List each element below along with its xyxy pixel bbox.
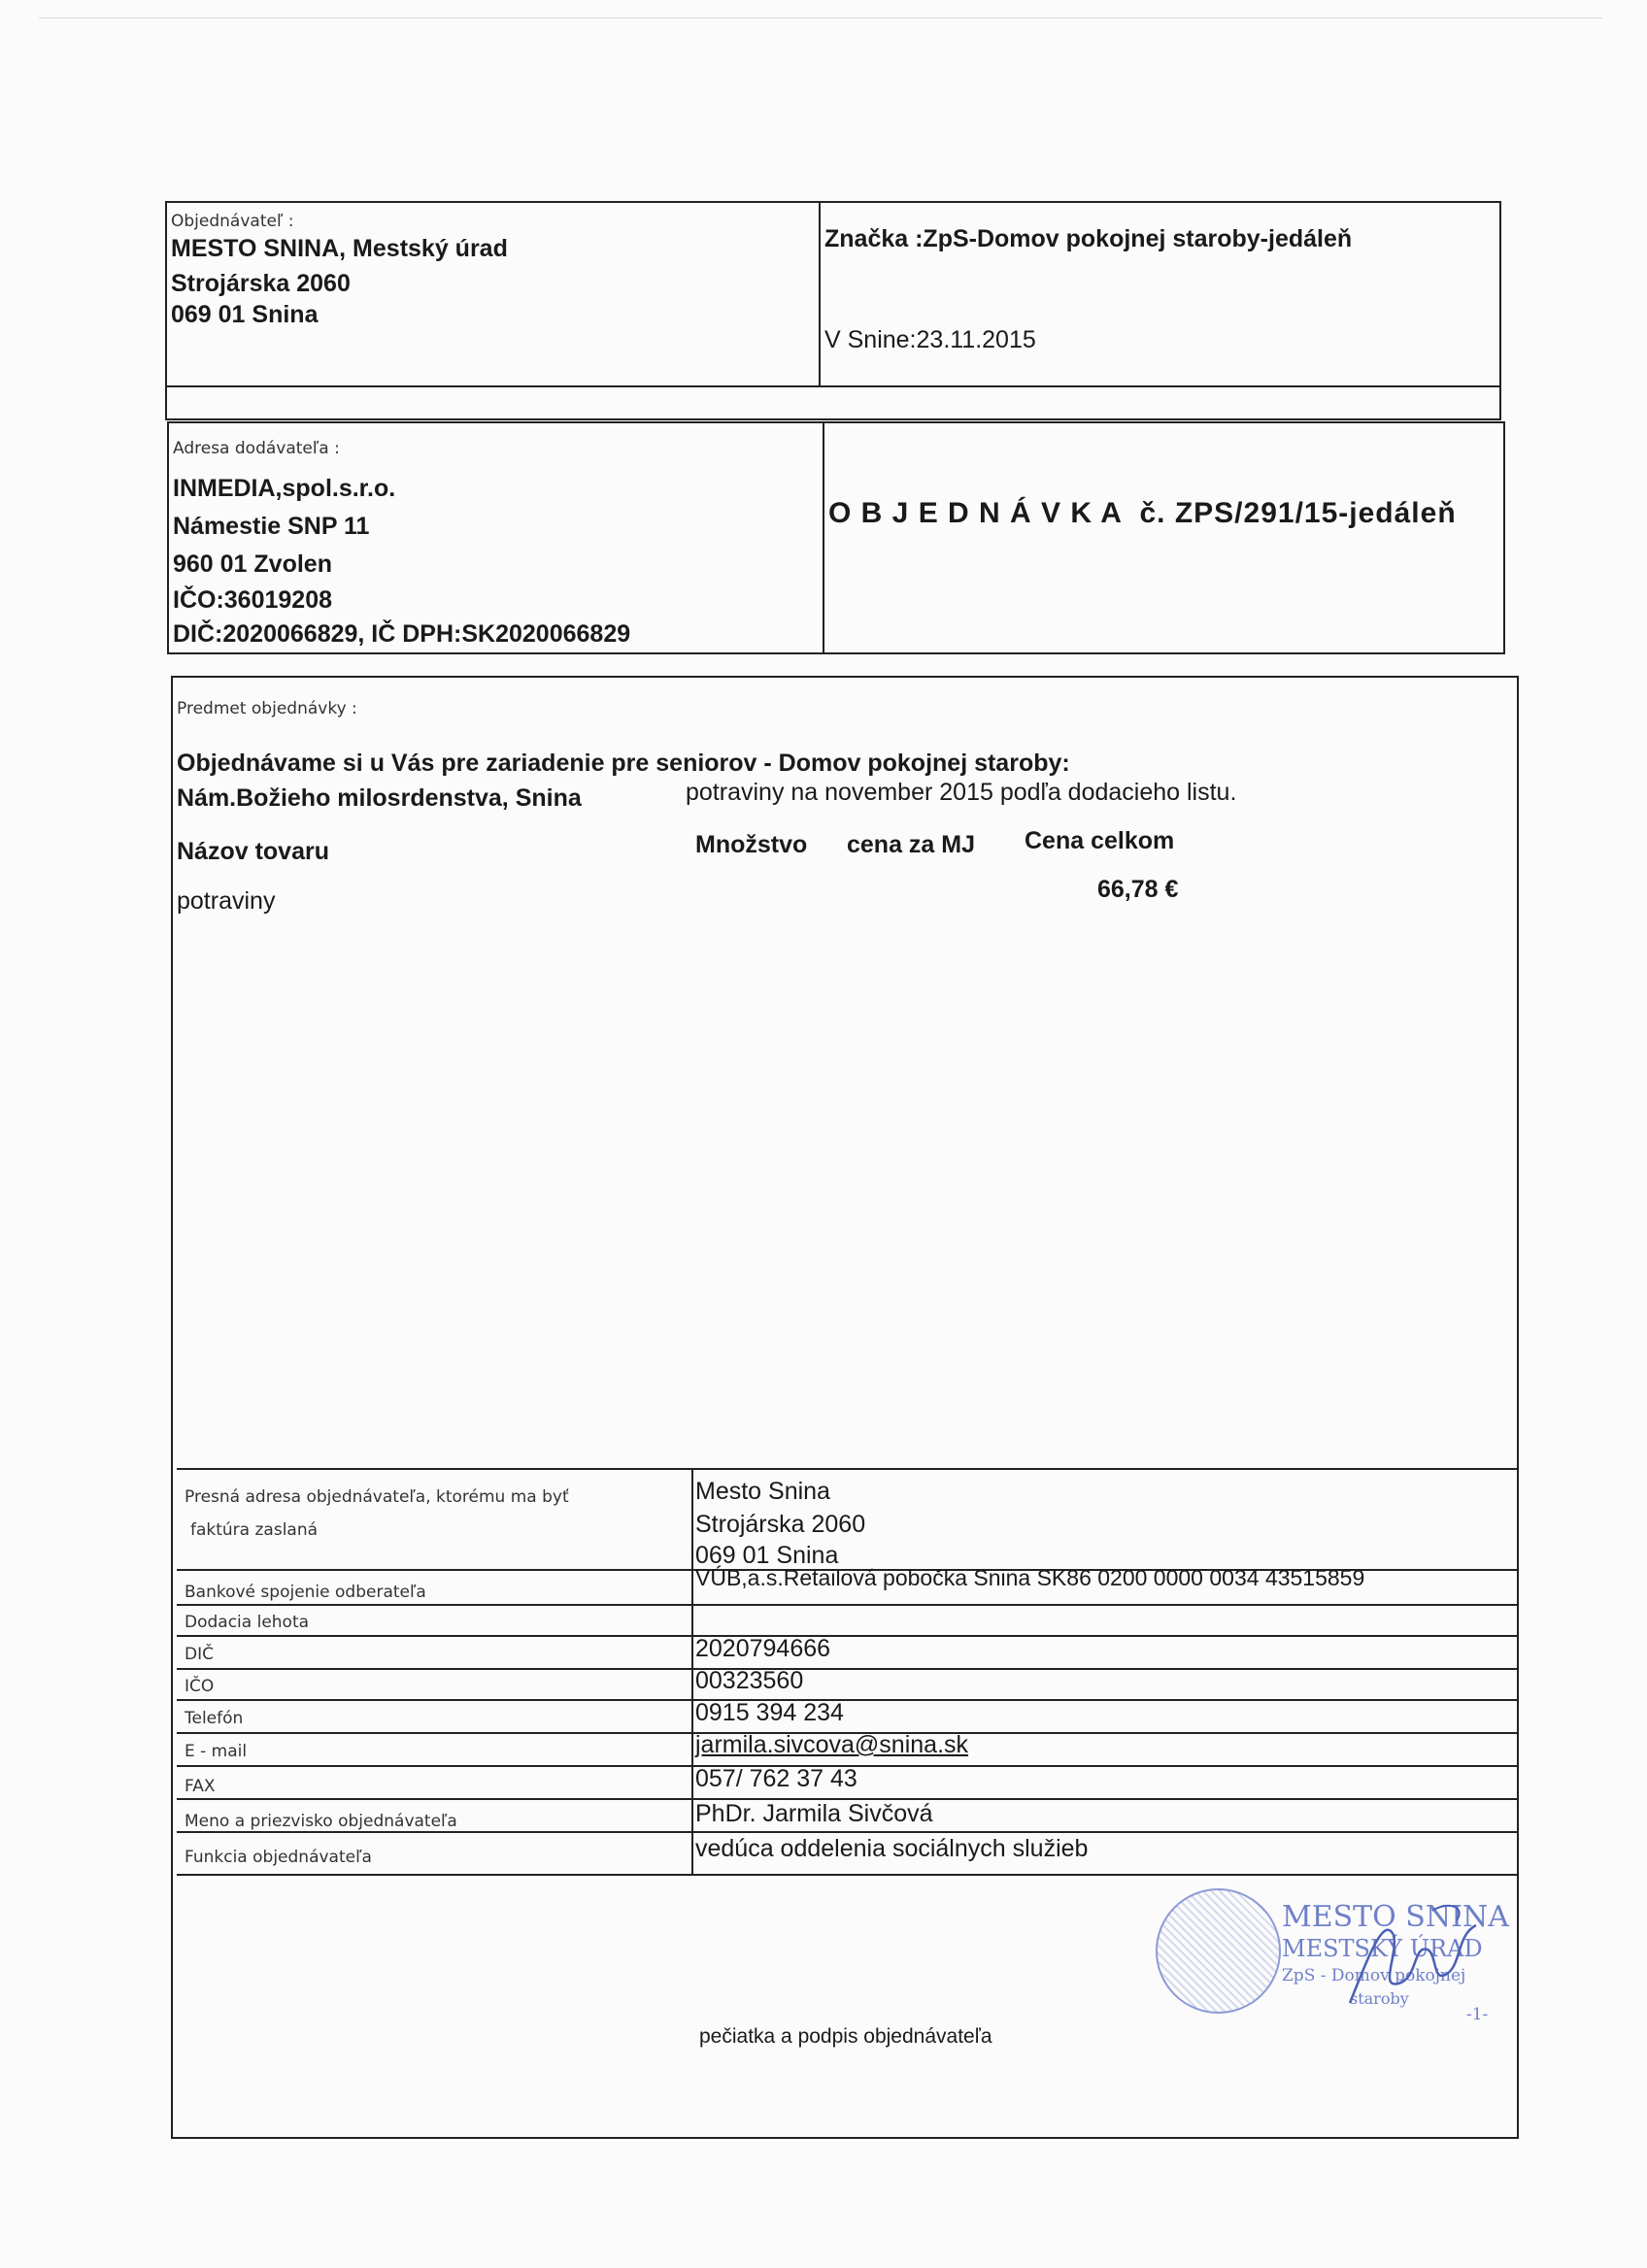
signature-caption: pečiatka a podpis objednávateľa xyxy=(699,2025,992,2048)
header-total: Cena celkom xyxy=(1025,827,1175,854)
address-label-2: faktúra zaslaná xyxy=(190,1520,319,1540)
row-rule xyxy=(177,1831,1519,1833)
supplier-ico: IČO:36019208 xyxy=(173,586,333,614)
header-item: Názov tovaru xyxy=(177,838,329,865)
details-col-divider xyxy=(691,1468,693,1876)
phone-label: Telefón xyxy=(185,1709,244,1728)
row-rule xyxy=(177,1874,1519,1876)
row-rule xyxy=(177,1635,1519,1637)
function-value: vedúca oddelenia sociálnych služieb xyxy=(695,1835,1089,1862)
stamp-page-number: -1- xyxy=(1466,2005,1489,2024)
function-label: Funkcia objednávateľa xyxy=(185,1848,372,1867)
stamp-line1: MESTO SNINA xyxy=(1282,1900,1509,1934)
top-scan-rule xyxy=(39,17,1602,18)
order-title: O B J E D N Á V K A č. ZPS/291/15-jedáleň xyxy=(828,497,1457,529)
row-rule xyxy=(177,1604,1519,1606)
supplier-dic: DIČ:2020066829, IČ DPH:SK2020066829 xyxy=(173,620,631,648)
dic-label: DIČ xyxy=(185,1645,214,1664)
fax-label: FAX xyxy=(185,1777,216,1796)
fax-value: 057/ 762 37 43 xyxy=(695,1765,857,1792)
supplier-name: INMEDIA,spol.s.r.o. xyxy=(173,475,396,502)
header-unit-price: cena za MJ xyxy=(847,831,976,858)
name-label: Meno a priezvisko objednávateľa xyxy=(185,1812,457,1831)
address-value-3: 069 01 Snina xyxy=(695,1542,839,1569)
address-value-2: Strojárska 2060 xyxy=(695,1511,866,1538)
address-label-1: Presná adresa objednávateľa, ktorému ma byť xyxy=(185,1487,569,1507)
stamp-line4: staroby xyxy=(1350,1989,1409,2008)
subject-line2-bold: Nám.Božieho milosrdenstva, Snina xyxy=(177,784,582,812)
item-name: potraviny xyxy=(177,887,276,915)
supplier-label: Adresa dodávateľa : xyxy=(173,439,340,458)
header-qty: Množstvo xyxy=(695,831,808,858)
reference-mark: Značka :ZpS-Domov pokojnej staroby-jedáleň xyxy=(824,225,1353,252)
signature-scribble xyxy=(1340,1896,1489,2024)
stamp-line2: MESTSKÝ ÚRAD xyxy=(1282,1935,1483,1962)
row-rule xyxy=(177,1668,1519,1670)
orderer-divider xyxy=(819,201,821,385)
supplier-divider xyxy=(823,421,824,654)
details-top-rule xyxy=(177,1468,1519,1470)
item-total: 66,78 € xyxy=(1097,876,1179,903)
ico-value: 00323560 xyxy=(695,1667,804,1694)
subject-line2-rest: potraviny na november 2015 podľa dodacieho listu. xyxy=(686,779,1237,806)
delivery-label: Dodacia lehota xyxy=(185,1613,310,1632)
orderer-name: MESTO SNINA, Mestský úrad xyxy=(171,235,508,262)
reference-date: V Snine:23.11.2015 xyxy=(824,326,1036,353)
bank-label: Bankové spojenie odberateľa xyxy=(185,1583,426,1602)
stamp-emblem-icon xyxy=(1156,1888,1281,2014)
stamp-line3: ZpS - Domov pokojnej xyxy=(1282,1966,1466,1985)
supplier-city: 960 01 Zvolen xyxy=(173,550,332,578)
ico-label: IČO xyxy=(185,1677,215,1696)
email-value[interactable]: jarmila.sivcova@snina.sk xyxy=(695,1731,969,1758)
address-value-1: Mesto Snina xyxy=(695,1478,830,1505)
email-label: E - mail xyxy=(185,1742,248,1761)
bank-value: VÚB,a.s.Retailová pobočka Snina SK86 0200 0000 0034 43515859 xyxy=(695,1565,1365,1590)
row-rule xyxy=(177,1699,1519,1701)
dic-value: 2020794666 xyxy=(695,1635,831,1662)
orderer-label: Objednávateľ : xyxy=(171,212,294,231)
orderer-bottom-rule xyxy=(165,385,1501,387)
name-value: PhDr. Jarmila Sivčová xyxy=(695,1800,933,1827)
orderer-street: Strojárska 2060 xyxy=(171,270,351,297)
orderer-city: 069 01 Snina xyxy=(171,301,319,328)
official-stamp xyxy=(1156,1888,1525,2034)
subject-label: Predmet objednávky : xyxy=(177,699,357,718)
supplier-street: Námestie SNP 11 xyxy=(173,513,370,540)
phone-value: 0915 394 234 xyxy=(695,1699,844,1726)
subject-line1: Objednávame si u Vás pre zariadenie pre seniorov - Domov pokojnej staroby: xyxy=(177,750,1070,777)
